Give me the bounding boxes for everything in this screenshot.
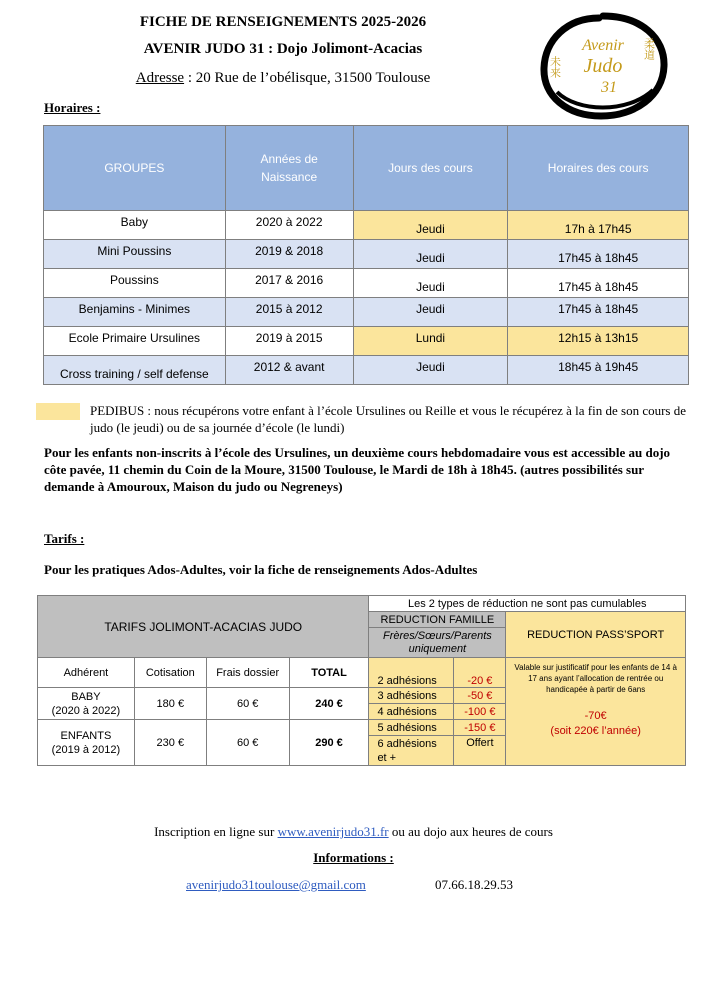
cell-adherent bbox=[38, 688, 135, 720]
table-row bbox=[44, 211, 689, 240]
tarifs-subtitle: Pour les pratiques Ados-Adultes, voir la fiche de renseignements Ados-Adultes bbox=[44, 562, 478, 577]
cell-frais: 60 € bbox=[206, 688, 289, 720]
famille-subtitle: Frères/Sœurs/Parents uniquement bbox=[369, 628, 506, 658]
famille-value: Offert bbox=[454, 736, 506, 766]
cell-jour: Jeudi bbox=[353, 356, 508, 385]
header-jours: Jours des cours bbox=[353, 126, 508, 211]
cell-total: 290 € bbox=[289, 720, 369, 766]
logo-line1: Avenir bbox=[582, 37, 624, 54]
logo-kanji-left: 未来 bbox=[548, 56, 562, 78]
passsport-title: REDUCTION PASS’SPORT bbox=[506, 612, 686, 658]
cell-horaire: 18h45 à 19h45 bbox=[508, 356, 689, 385]
adherent-name: ENFANTS bbox=[60, 729, 112, 742]
cell-jour: Jeudi bbox=[353, 298, 508, 327]
cell-naissance: 2019 à 2015 bbox=[225, 327, 353, 356]
schedule-header-row bbox=[44, 126, 689, 211]
cell-naissance: 2017 & 2016 bbox=[225, 269, 353, 298]
document-title: FICHE DE RENSEIGNEMENTS 2025-2026 bbox=[139, 14, 427, 30]
passsport-note: (soit 220€ l’année) bbox=[550, 725, 641, 737]
famille-value: -150 € bbox=[454, 720, 506, 736]
table-row bbox=[44, 356, 689, 385]
header-adherent: Adhérent bbox=[38, 658, 135, 688]
passsport-text: Valable sur justificatif pour les enfants de 14 à 17 ans ayant l’allocation de rentrée ou handicapée à partir de 6ans bbox=[514, 663, 677, 694]
cell-jour: Jeudi bbox=[353, 269, 508, 298]
famille-label: 3 adhésions bbox=[369, 688, 454, 704]
famille-label: 4 adhésions bbox=[369, 704, 454, 720]
adherent-name: BABY bbox=[71, 690, 101, 703]
cell-horaire: 17h à 17h45 bbox=[508, 211, 689, 240]
header-naissance bbox=[225, 126, 353, 211]
tarifs-title: Tarifs : bbox=[44, 531, 85, 546]
cell-cotisation: 180 € bbox=[134, 688, 206, 720]
header-horaires: Horaires des cours bbox=[508, 126, 689, 211]
header-groupes: GROUPES bbox=[44, 126, 226, 211]
pedibus-text: PEDIBUS : nous récupérons votre enfant à l’école Ursulines ou Reille et vous le récupérez à la fin de son cours de judo (le jeudi) ou de sa journée d’école (le lundi) bbox=[90, 403, 687, 435]
logo-kanji-right: 柔道 bbox=[642, 38, 656, 60]
address-label: Adresse bbox=[135, 70, 185, 86]
tarifs-row-1 bbox=[38, 596, 686, 612]
famille-value: -20 € bbox=[454, 658, 506, 688]
tarifs-header-row bbox=[38, 658, 686, 688]
inscription-suffix: ou au dojo aux heures de cours bbox=[388, 824, 553, 839]
passsport-value: -70€ bbox=[584, 710, 607, 722]
adherent-years: (2019 à 2012) bbox=[51, 743, 121, 756]
famille-label: 2 adhésions bbox=[369, 658, 454, 688]
cell-adherent bbox=[38, 720, 135, 766]
table-row bbox=[44, 327, 689, 356]
tarifs-table-title: TARIFS JOLIMONT-ACACIAS JUDO bbox=[38, 596, 369, 658]
cell-groupe: Poussins bbox=[44, 269, 226, 298]
cell-horaire: 17h45 à 18h45 bbox=[508, 269, 689, 298]
logo-line3: 31 bbox=[601, 79, 617, 96]
schedule-table bbox=[43, 125, 689, 385]
cell-groupe: Ecole Primaire Ursulines bbox=[44, 327, 226, 356]
avenir-judo-logo bbox=[537, 12, 669, 120]
second-course-paragraph: Pour les enfants non-inscrits à l’école des Ursulines, un deuxième cours hebdomadaire vous est accessible au dojo côte pavée, 11 chemin du Coin de la Moure, 31500 Toulouse, le Mardi de 18h à 18h45. (autres possibilités sur demande à Amouroux, Maison du judo ou Negreneys) bbox=[44, 445, 671, 494]
informations-title: Informations : bbox=[313, 850, 394, 865]
header-frais: Frais dossier bbox=[206, 658, 289, 688]
cell-naissance: 2015 à 2012 bbox=[225, 298, 353, 327]
club-name: AVENIR JUDO 31 : Dojo Jolimont-Acacias bbox=[143, 41, 423, 57]
cell-groupe: Benjamins - Minimes bbox=[44, 298, 226, 327]
header-naissance-text: Années de Naissance bbox=[260, 152, 318, 184]
table-row bbox=[44, 269, 689, 298]
cell-total: 240 € bbox=[289, 688, 369, 720]
phone-number: 07.66.18.29.53 bbox=[435, 877, 513, 892]
table-row bbox=[44, 298, 689, 327]
horaires-title: Horaires : bbox=[44, 100, 101, 115]
address bbox=[0, 70, 566, 87]
email-link[interactable]: avenirjudo31toulouse@gmail.com bbox=[186, 877, 366, 892]
pedibus-color-key bbox=[36, 403, 80, 420]
cell-naissance: 2012 & avant bbox=[225, 356, 353, 385]
cell-jour: Jeudi bbox=[353, 211, 508, 240]
cell-groupe: Mini Poussins bbox=[44, 240, 226, 269]
header-cotisation: Cotisation bbox=[134, 658, 206, 688]
tarifs-table bbox=[37, 595, 686, 766]
cell-cotisation: 230 € bbox=[134, 720, 206, 766]
inscription-line bbox=[0, 824, 707, 840]
famille-label: 5 adhésions bbox=[369, 720, 454, 736]
famille-value: -100 € bbox=[454, 704, 506, 720]
adherent-years: (2020 à 2022) bbox=[51, 704, 121, 717]
famille-title: REDUCTION FAMILLE bbox=[369, 612, 506, 628]
famille-value: -50 € bbox=[454, 688, 506, 704]
passsport-details bbox=[506, 658, 686, 766]
address-value: : 20 Rue de l’obélisque, 31500 Toulouse bbox=[184, 70, 431, 86]
cell-naissance: 2019 & 2018 bbox=[225, 240, 353, 269]
cell-jour: Lundi bbox=[353, 327, 508, 356]
cell-groupe: Cross training / self defense bbox=[44, 356, 226, 385]
no-cumul-note: Les 2 types de réduction ne sont pas cumulables bbox=[369, 596, 686, 612]
cell-naissance: 2020 à 2022 bbox=[225, 211, 353, 240]
table-row bbox=[44, 240, 689, 269]
logo-line2: Judo bbox=[583, 55, 623, 77]
cell-frais: 60 € bbox=[206, 720, 289, 766]
cell-horaire: 17h45 à 18h45 bbox=[508, 298, 689, 327]
cell-groupe: Baby bbox=[44, 211, 226, 240]
famille-label bbox=[369, 736, 454, 766]
inscription-prefix: Inscription en ligne sur bbox=[154, 824, 278, 839]
header-total: TOTAL bbox=[289, 658, 369, 688]
cell-jour: Jeudi bbox=[353, 240, 508, 269]
cell-horaire: 17h45 à 18h45 bbox=[508, 240, 689, 269]
cell-horaire: 12h15 à 13h15 bbox=[508, 327, 689, 356]
website-link[interactable]: www.avenirjudo31.fr bbox=[277, 824, 389, 839]
famille-label-text: 6 adhésions et + bbox=[377, 737, 437, 764]
